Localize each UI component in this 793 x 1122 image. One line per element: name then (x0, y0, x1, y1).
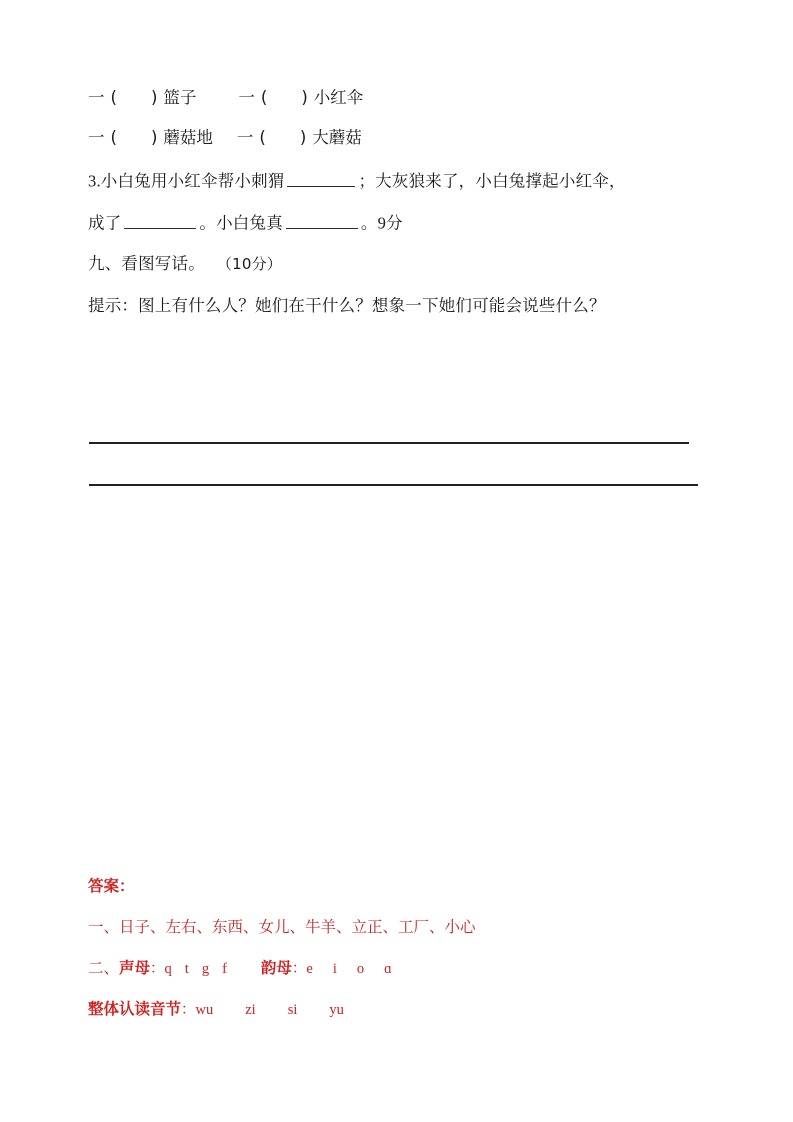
writing-line-2[interactable] (89, 484, 698, 486)
paren-close: ) (150, 88, 158, 107)
answer-key-line-2-label: 二、 (88, 959, 120, 977)
pinyin-token: q (164, 961, 172, 977)
quantifier-numeral: 一 (236, 128, 254, 147)
question-3-line-1 (88, 170, 626, 190)
paren-open: ( (259, 128, 266, 147)
whole-syllable-values (196, 1002, 344, 1018)
quantifier-numeral: 一 (88, 128, 105, 147)
question-3-text-b: ；大灰狼来了，小白兔撑起小红伞， (358, 171, 626, 191)
question-3-text-c: 成了 (88, 213, 122, 233)
writing-line-1[interactable] (89, 442, 689, 444)
paren-open: ( (110, 88, 117, 107)
pinyin-token: wu (195, 1002, 214, 1018)
quantifier-noun: 蘑菇地 (163, 128, 213, 147)
section-9-heading-row (88, 256, 282, 273)
question-3-score: 9分 (377, 213, 403, 233)
answer-key-line-3 (88, 1002, 344, 1018)
finals-label: 韵母 (260, 959, 292, 977)
pinyin-token: i (332, 961, 337, 977)
answer-key-line-1-items: 日子、左右、东西、女儿、牛羊、立正、工厂、小心 (119, 918, 476, 936)
pinyin-token: zi (245, 1002, 256, 1018)
answer-blank[interactable] (124, 212, 196, 229)
quantifier-item-1-left (88, 84, 196, 108)
quantifier-numeral: 一 (238, 88, 255, 107)
pinyin-token: g (201, 961, 210, 977)
finals-values (306, 961, 391, 977)
section-9-heading: 九、看图写话。 (88, 254, 205, 273)
answer-key-title (88, 879, 135, 895)
pinyin-token: si (287, 1002, 298, 1018)
quantifier-numeral: 一 (88, 88, 105, 107)
question-3-text-d: 。小白兔真 (199, 213, 283, 233)
question-3-text-e: 。 (360, 213, 378, 233)
question-3-line-2 (88, 212, 403, 232)
pinyin-token: f (222, 961, 227, 977)
pinyin-token: t (184, 961, 189, 977)
colon: ： (181, 1002, 196, 1018)
pinyin-token: yu (329, 1002, 344, 1018)
answer-blank[interactable] (286, 212, 358, 229)
quantifier-noun: 大蘑菇 (312, 128, 362, 147)
paren-open: ( (110, 128, 117, 147)
section-9-score: （10分） (216, 255, 282, 273)
colon: ： (291, 961, 307, 977)
paren-close: ) (299, 128, 307, 147)
colon: ： (150, 961, 165, 977)
pinyin-token: ɑ (384, 961, 392, 977)
quantifier-row-1 (88, 84, 363, 108)
whole-syllable-label: 整体认读音节 (88, 1000, 182, 1018)
answer-blank[interactable] (287, 170, 355, 187)
pinyin-token: o (356, 961, 365, 977)
answer-key-title-text: 答案： (88, 877, 135, 895)
answer-key-line-1-label: 一、 (88, 918, 120, 936)
quantifier-noun: 小红伞 (313, 88, 364, 107)
question-3-dot: . (96, 171, 101, 191)
question-3-text-a: 小白兔用小红伞帮小刺猬 (100, 171, 285, 191)
pinyin-token: e (306, 961, 313, 977)
quantifier-noun: 篮子 (163, 88, 197, 107)
quantifier-item-2-left (88, 124, 213, 148)
quantifier-item-2-right (237, 124, 362, 148)
paren-close: ) (150, 128, 158, 147)
paren-open: ( (260, 88, 268, 107)
quantifier-item-1-right (238, 84, 363, 108)
initials-values (165, 961, 227, 977)
paren-close: ) (301, 88, 308, 107)
section-9-hint (88, 298, 606, 315)
initials-label: 声母 (119, 959, 151, 977)
question-3-number: 3 (88, 171, 97, 191)
quantifier-row-2 (88, 124, 362, 148)
section-9-hint-text: 提示：图上有什么人？她们在干什么？想象一下她们可能会说些什么？ (88, 296, 606, 315)
answer-key-line-1 (88, 920, 476, 936)
answer-key-line-2 (88, 961, 392, 977)
